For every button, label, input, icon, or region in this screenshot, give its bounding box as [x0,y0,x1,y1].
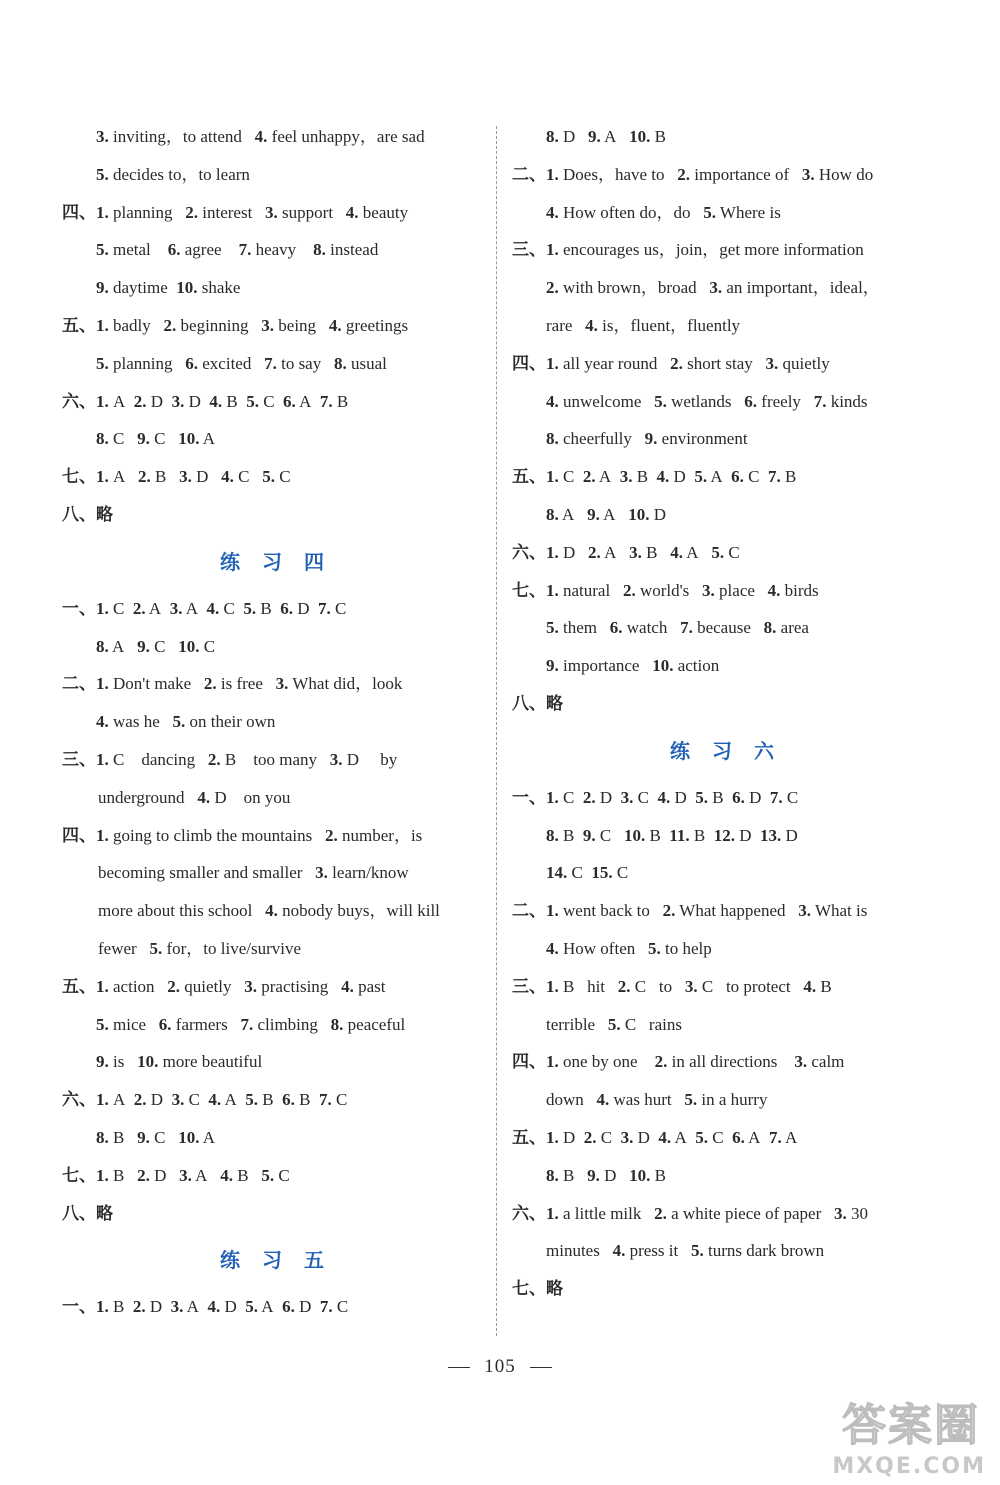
answer-line: 4. unwelcome 5. wetlands 6. freely 7. kinds [546,391,868,411]
answer-line: 四、1. planning 2. interest 3. support 4. beauty [62,202,409,222]
answer-line: 8. B 9. C 10. A [96,1127,216,1147]
answer-line: 14. C 15. C [546,863,629,883]
answer-line: 4. was he 5. on their own [96,712,276,732]
answer-line: down 4. was hurt 5. in a hurry [546,1090,768,1110]
page-number [0,1356,1000,1378]
column-divider [496,126,497,1336]
watermark-site: MXQE.COM [832,1454,986,1479]
left-column [62,118,482,1326]
answer-line: 四、1. one by one 2. in all directions 3. calm [512,1052,845,1072]
answer-line: 8. cheerfully 9. environment [546,429,748,449]
answer-line: 三、1. C dancing 2. B too many 3. D by [62,749,398,769]
answer-line: 五、1. action 2. quietly 3. practising 4. past [62,976,386,996]
answer-line: minutes 4. press it 5. turns dark brown [546,1241,825,1261]
answer-line: 8. B 9. D 10. B [546,1165,666,1185]
answer-line: 七、1. A 2. B 3. D 4. C 5. C [62,467,291,487]
answer-line: terrible 5. C rains [546,1014,682,1034]
answer-line: 2. with brown，broad 3. an important，ideal， [546,278,880,298]
watermark-logo: 答案圈 [842,1400,980,1451]
answer-line: 5. decides to，to learn [96,164,250,184]
answer-line: 二、1. went back to 2. What happened 3. What is [512,901,868,921]
answer-line: 四、1. going to climb the mountains 2. number，is [62,825,423,845]
answer-line: 五、1. C 2. A 3. B 4. D 5. A 6. C 7. B [512,467,797,487]
answer-line: rare 4. is，fluent，fluently [546,315,741,335]
section-title: 练习五 [220,1248,346,1273]
answer-line: 8. C 9. C 10. A [96,429,216,449]
answer-line: underground 4. D on you [98,787,291,807]
answer-line: 五、1. badly 2. beginning 3. being 4. greetings [62,315,409,335]
answer-line: 4. How often 5. to help [546,938,712,958]
page-number-text: 105 [484,1356,516,1377]
answer-line: 9. is 10. more beautiful [96,1052,263,1072]
answer-line: 七、1. natural 2. world's 3. place 4. birds [512,580,819,600]
watermark [776,1389,986,1479]
answer-line: 一、1. C 2. D 3. C 4. D 5. B 6. D 7. C [512,787,799,807]
answer-line: 9. daytime 10. shake [96,278,241,298]
answer-line: 三、1. B hit 2. C to 3. C to protect 4. B [512,976,832,996]
answer-line: 一、1. B 2. D 3. A 4. D 5. A 6. D 7. C [62,1297,349,1317]
answer-line: 七、略 [512,1279,563,1299]
answer-line: more about this school 4. nobody buys，will kill [98,901,440,921]
answer-line: 二、1. Don't make 2. is free 3. What did，look [62,674,403,694]
answer-line: 一、1. C 2. A 3. A 4. C 5. B 6. D 7. C [62,598,347,618]
answer-line: 三、1. encourages us，join，get more information [512,240,864,260]
answer-line: 八、略 [62,1203,113,1223]
answer-line: 8. B 9. C 10. B 11. B 12. D 13. D [546,825,798,845]
answer-line: 六、1. A 2. D 3. C 4. A 5. B 6. B 7. C [62,1090,348,1110]
answer-line: 5. mice 6. farmers 7. climbing 8. peaceful [96,1014,406,1034]
right-column [512,118,932,1308]
answer-line: 5. planning 6. excited 7. to say 8. usual [96,353,387,373]
answer-line: 5. them 6. watch 7. because 8. area [546,618,809,638]
answer-line: 8. D 9. A 10. B [546,127,666,146]
answer-line: 9. importance 10. action [546,656,720,676]
answer-line: 五、1. D 2. C 3. D 4. A 5. C 6. A 7. A [512,1127,798,1147]
answer-line: 六、1. a little milk 2. a white piece of paper 3. 30 [512,1203,868,1223]
answer-line: 3. inviting，to attend 4. feel unhappy，are sad [96,127,425,146]
section-title: 练习六 [670,738,796,763]
answer-line: becoming smaller and smaller 3. learn/know [98,863,409,883]
answer-line: 六、1. A 2. D 3. D 4. B 5. C 6. A 7. B [62,391,349,411]
answer-line: 二、1. Does，have to 2. importance of 3. How do [512,164,874,184]
answer-line: 四、1. all year round 2. short stay 3. quietly [512,353,830,373]
answer-line: 8. A 9. C 10. C [96,636,216,656]
answer-line: 8. A 9. A 10. D [546,504,666,524]
answer-line: 七、1. B 2. D 3. A 4. B 5. C [62,1165,290,1185]
section-title: 练习四 [220,549,346,574]
answer-line: 八、略 [62,504,113,524]
answer-line: fewer 5. for，to live/survive [98,938,302,958]
answer-line: 八、略 [512,693,563,713]
answer-line: 六、1. D 2. A 3. B 4. A 5. C [512,542,740,562]
answer-line: 5. metal 6. agree 7. heavy 8. instead [96,240,379,260]
answer-line: 4. How often do，do 5. Where is [546,202,781,222]
